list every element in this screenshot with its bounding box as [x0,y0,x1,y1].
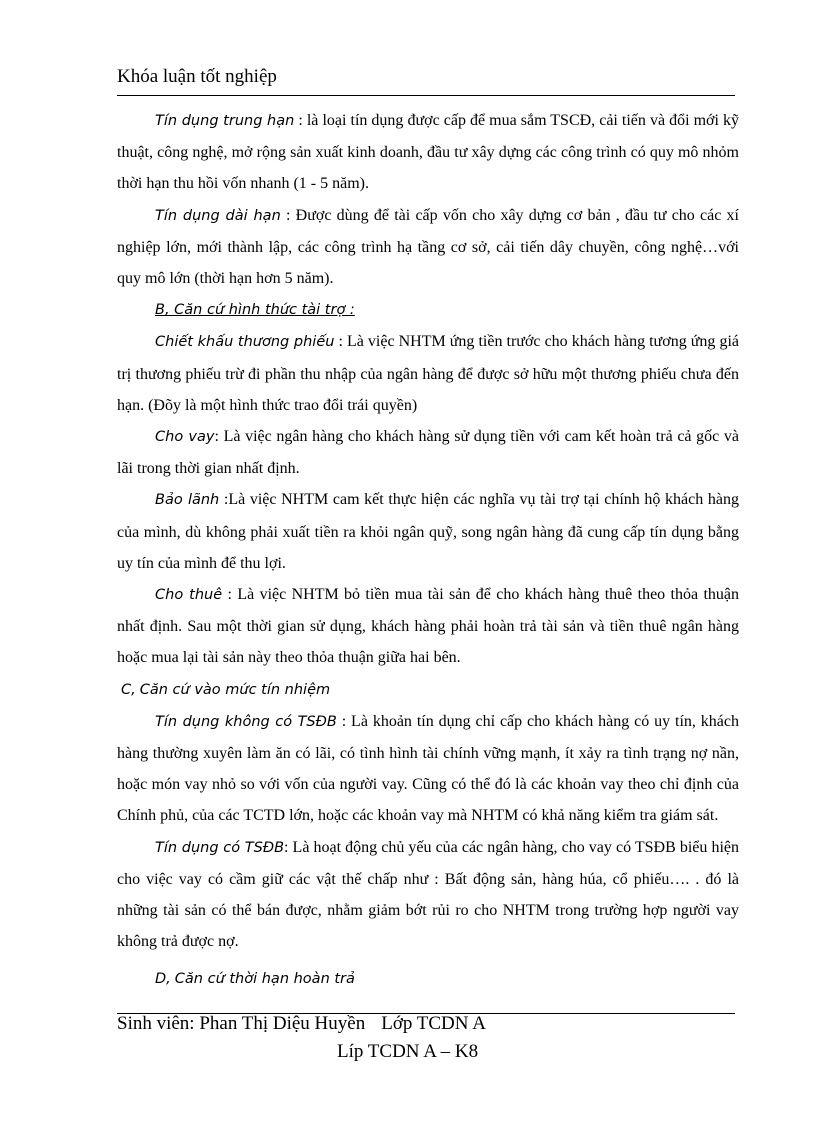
paragraph-text: : Là hoạt động chủ yếu của các ngân hàng, cho vay có TSĐB biểu hiện cho việc vay có cầm giữ các vật thế chấp như : Bất động sản, hàng húa, cổ phiếu…. . đó là những tài sản có thể bán được, nhằm giảm bớt rủi ro cho NHTM trong trường hợp người vay không trả được nợ. [117,838,740,951]
term-label: Cho vay [155,429,215,446]
section-heading-d [117,963,739,995]
section-d-label: Căn cứ thời hạn hoàn trả [174,971,355,988]
section-b-label: B, Căn cứ hình thức tài trợ : [155,302,355,319]
paragraph-text: :Là việc NHTM cam kết thực hiện các nghĩa vụ tài trợ tại chính hộ khách hàng của mình, dù không phải xuất tiền ra khỏi ngân quỹ, song ngân hàng đã cung cấp tín dụng bằng uy tín của mình để thu lợi. [117,491,739,572]
paragraph-text: : Là việc NHTM bỏ tiền mua tài sản để cho khách hàng thuê theo thỏa thuận nhất định. Sau một thời gian sử dụng, khách hàng phải hoàn trả tài sản và tiền thuê ngân hàng hoặc mua lại tài sản này theo thỏa thuận giữa hai bên. [117,586,740,667]
paragraph-secured-credit [117,832,739,958]
term-label: Cho thuê [155,587,223,604]
paragraph-long-term-credit [117,200,739,295]
section-c-label: Căn cứ vào mức tín nhiệm [139,681,331,698]
paragraph-text: : Là việc ngân hàng cho khách hàng sử dụng tiền với cam kết hoàn trả cả gốc và lãi trong thời gian nhất định. [117,428,740,478]
header-divider [117,95,735,96]
term-label: Tín dụng trung hạn [155,113,295,129]
term-label: Tín dụng dài hạn [155,207,281,224]
paragraph-unsecured-credit [117,706,739,832]
footer-student-line [117,1013,486,1035]
section-c-prefix: C, [121,681,136,698]
document-body [117,105,739,996]
paragraph-loan [117,421,739,484]
paragraph-text: : Là khoản tín dụng chỉ cấp cho khách hàng có uy tín, khách hàng thường xuyên làm ăn có lãi, có tình hình tài chính vững mạnh, ít xảy ra tình trạng nợ nần, hoặc món vay nhỏ so với vốn của người vay. Cũng có thể đó là các khoản vay theo chỉ định của Chính phủ, của các TCTD lớn, hoặc các khoản vay mà NHTM có khả năng kiểm tra giám sát. [117,712,739,825]
paragraph-discount [117,326,739,421]
footer-class-line: Líp TCDN A – K8 [337,1041,479,1062]
section-heading-b [117,294,739,326]
paragraph-text: : là loại tín dụng được cấp để mua sắm TSCĐ, cải tiến và đổi mới kỹ thuật, công nghệ, mở rộng sản xuất kinh doanh, đầu tư xây dựng các công trình có quy mô nhỏm thời hạn thu hồi vốn nhanh (1 - 5 năm). [117,112,739,193]
paragraph-guarantee [117,484,739,579]
term-label: Tín dụng có TSĐB [155,839,285,856]
section-heading-c [117,674,739,706]
section-d-prefix: D, [155,971,171,988]
paragraph-text: : Được dùng để tài cấp vốn cho xây dựng cơ bản , đầu tư cho các xí nghiệp lớn, mới thành lập, các công trình hạ tầng cơ sở, cải tiến dây chuyền, công nghệ…với quy mô lớn (thời hạn hơn 5 năm). [117,206,740,288]
paragraph-medium-term-credit [117,105,739,200]
header-title: Khóa luận tốt nghiệp [117,66,277,87]
paragraph-lease [117,579,739,674]
term-label: Chiết khấu thương phiếu [155,334,335,351]
footer-student-name: Sinh viên: Phan Thị Diệu Huyền [117,1013,366,1034]
term-label: Tín dụng không có TSĐB [155,713,337,730]
term-label: Bảo lãnh [155,492,220,509]
footer-class-label: Lớp TCDN A [381,1013,486,1034]
paragraph-text: : Là việc NHTM ứng tiền trước cho khách hàng tương ứng giá trị thương phiếu trừ đi phần thu nhập của ngân hàng để được sở hữu một thương phiếu chưa đến hạn. (Đõy là một hình thức trao đổi trái quyền) [117,333,740,414]
